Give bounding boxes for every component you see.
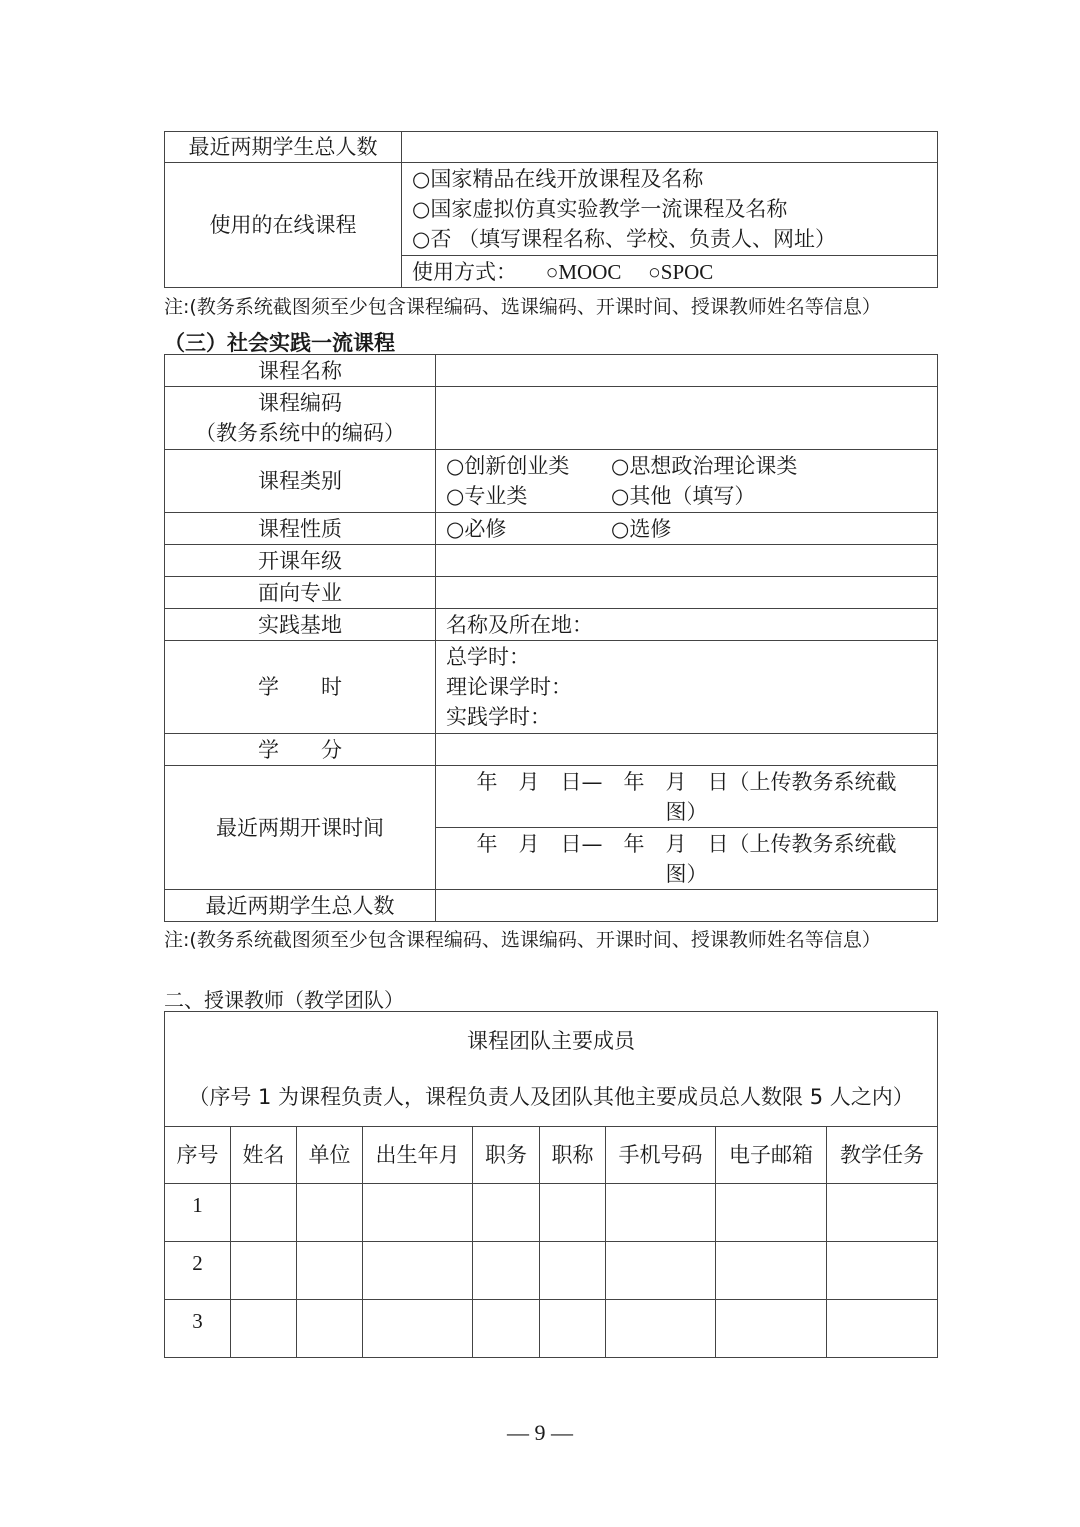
course-nature-label: 课程性质 <box>165 513 436 545</box>
online-option-no[interactable]: ○否 （填写课程名称、学校、负责人、网址） <box>412 227 836 251</box>
target-major-label: 面向专业 <box>165 577 436 609</box>
header-position: 职务 <box>473 1127 540 1184</box>
table-row <box>165 1300 938 1358</box>
hours-practice: 实践学时： <box>446 705 551 729</box>
hours-total: 总学时： <box>446 645 530 669</box>
cell-position[interactable] <box>473 1184 540 1242</box>
nature-elective-option[interactable]: ○选修 <box>611 516 672 541</box>
header-name: 姓名 <box>231 1127 297 1184</box>
note-screenshot-1: 注:(教务系统截图须至少包含课程编码、选课编码、开课时间、授课教师姓名等信息） <box>164 296 881 318</box>
category-innovation-option[interactable]: ○创新创业类 <box>446 454 570 478</box>
cell-unit[interactable] <box>297 1242 363 1300</box>
online-option-virtual-sim[interactable]: ○国家虚拟仿真实验教学一流课程及名称 <box>412 197 788 221</box>
cell-phone[interactable] <box>606 1184 716 1242</box>
total-students-value-2[interactable] <box>436 890 938 922</box>
nature-required-option[interactable]: ○必修 <box>446 516 507 541</box>
online-option-national-quality[interactable]: ○国家精品在线开放课程及名称 <box>412 167 704 191</box>
cell-title[interactable] <box>540 1184 606 1242</box>
cell-position[interactable] <box>473 1300 540 1358</box>
cell-task[interactable] <box>827 1184 938 1242</box>
hours-theory: 理论课学时： <box>446 675 572 699</box>
note-screenshot-2: 注:(教务系统截图须至少包含课程编码、选课编码、开课时间、授课教师姓名等信息） <box>164 929 881 951</box>
cell-name[interactable] <box>231 1300 297 1358</box>
cell-unit[interactable] <box>297 1300 363 1358</box>
cell-unit[interactable] <box>297 1184 363 1242</box>
online-course-label: 使用的在线课程 <box>165 163 402 288</box>
credit-value[interactable] <box>436 734 938 766</box>
row-index: 1 <box>165 1184 231 1242</box>
section-teachers-title: 二、授课教师（教学团队） <box>164 988 404 1012</box>
row-index: 2 <box>165 1242 231 1300</box>
header-index: 序号 <box>165 1127 231 1184</box>
recent-term-2-line1: 年 月 日— 年 月 日（上传教务系统截 <box>476 831 897 856</box>
table-row <box>165 1184 938 1242</box>
online-course-options[interactable] <box>402 163 938 256</box>
recent-term-1[interactable] <box>436 766 938 828</box>
cell-email[interactable] <box>716 1300 827 1358</box>
hours-values[interactable] <box>436 641 938 734</box>
practice-base-label: 实践基地 <box>165 609 436 641</box>
team-members-table <box>164 1011 938 1358</box>
online-course-table <box>164 131 938 288</box>
course-code-label-line1: 课程编码 <box>258 391 342 415</box>
team-title-cell <box>165 1012 938 1127</box>
header-birth: 出生年月 <box>363 1127 473 1184</box>
course-name-value[interactable] <box>436 355 938 387</box>
usage-spoc-option[interactable]: ○SPOC <box>648 259 714 284</box>
recent-term-1-line2: 图） <box>665 799 708 824</box>
cell-email[interactable] <box>716 1242 827 1300</box>
cell-phone[interactable] <box>606 1300 716 1358</box>
credit-label: 学 分 <box>165 734 436 766</box>
grade-label: 开课年级 <box>165 545 436 577</box>
practice-base-value[interactable]: 名称及所在地： <box>436 609 938 641</box>
cell-title[interactable] <box>540 1300 606 1358</box>
cell-birth[interactable] <box>363 1242 473 1300</box>
course-nature-options <box>436 513 938 545</box>
cell-name[interactable] <box>231 1184 297 1242</box>
cell-task[interactable] <box>827 1300 938 1358</box>
team-subtitle: （序号 1 为课程负责人，课程负责人及团队其他主要成员总人数限 5 人之内） <box>188 1085 914 1109</box>
social-practice-table <box>164 354 938 922</box>
course-name-label: 课程名称 <box>165 355 436 387</box>
usage-mooc-option[interactable]: ○MOOC <box>545 259 622 284</box>
total-students-label: 最近两期学生总人数 <box>165 132 402 163</box>
cell-task[interactable] <box>827 1242 938 1300</box>
cell-title[interactable] <box>540 1242 606 1300</box>
course-category-options <box>436 450 938 513</box>
row-index: 3 <box>165 1300 231 1358</box>
cell-email[interactable] <box>716 1184 827 1242</box>
category-ideology-option[interactable]: ○思想政治理论课类 <box>611 454 798 478</box>
table-row <box>165 1242 938 1300</box>
category-major-option[interactable]: ○专业类 <box>446 484 528 508</box>
usage-mode-label: 使用方式： <box>412 259 517 284</box>
usage-mode-cell <box>402 256 938 288</box>
course-code-value[interactable] <box>436 387 938 450</box>
header-task: 教学任务 <box>827 1127 938 1184</box>
header-unit: 单位 <box>297 1127 363 1184</box>
target-major-value[interactable] <box>436 577 938 609</box>
team-title: 课程团队主要成员 <box>467 1029 636 1053</box>
grade-value[interactable] <box>436 545 938 577</box>
cell-phone[interactable] <box>606 1242 716 1300</box>
category-other-option[interactable]: ○其他（填写） <box>611 484 756 508</box>
recent-term-1-line1: 年 月 日— 年 月 日（上传教务系统截 <box>476 769 897 794</box>
total-students-value[interactable] <box>402 132 938 163</box>
cell-birth[interactable] <box>363 1300 473 1358</box>
recent-terms-label: 最近两期开课时间 <box>165 766 436 890</box>
cell-position[interactable] <box>473 1242 540 1300</box>
hours-label: 学 时 <box>165 641 436 734</box>
total-students-label-2: 最近两期学生总人数 <box>165 890 436 922</box>
course-code-label-line2: （教务系统中的编码） <box>195 421 405 445</box>
recent-term-2-line2: 图） <box>665 861 708 886</box>
page-number: — 9 — <box>507 1420 573 1445</box>
recent-term-2[interactable] <box>436 828 938 890</box>
header-email: 电子邮箱 <box>716 1127 827 1184</box>
cell-name[interactable] <box>231 1242 297 1300</box>
course-code-label <box>165 387 436 450</box>
header-phone: 手机号码 <box>606 1127 716 1184</box>
course-category-label: 课程类别 <box>165 450 436 513</box>
header-title: 职称 <box>540 1127 606 1184</box>
section-social-practice-title: （三）社会实践一流课程 <box>164 331 395 355</box>
cell-birth[interactable] <box>363 1184 473 1242</box>
